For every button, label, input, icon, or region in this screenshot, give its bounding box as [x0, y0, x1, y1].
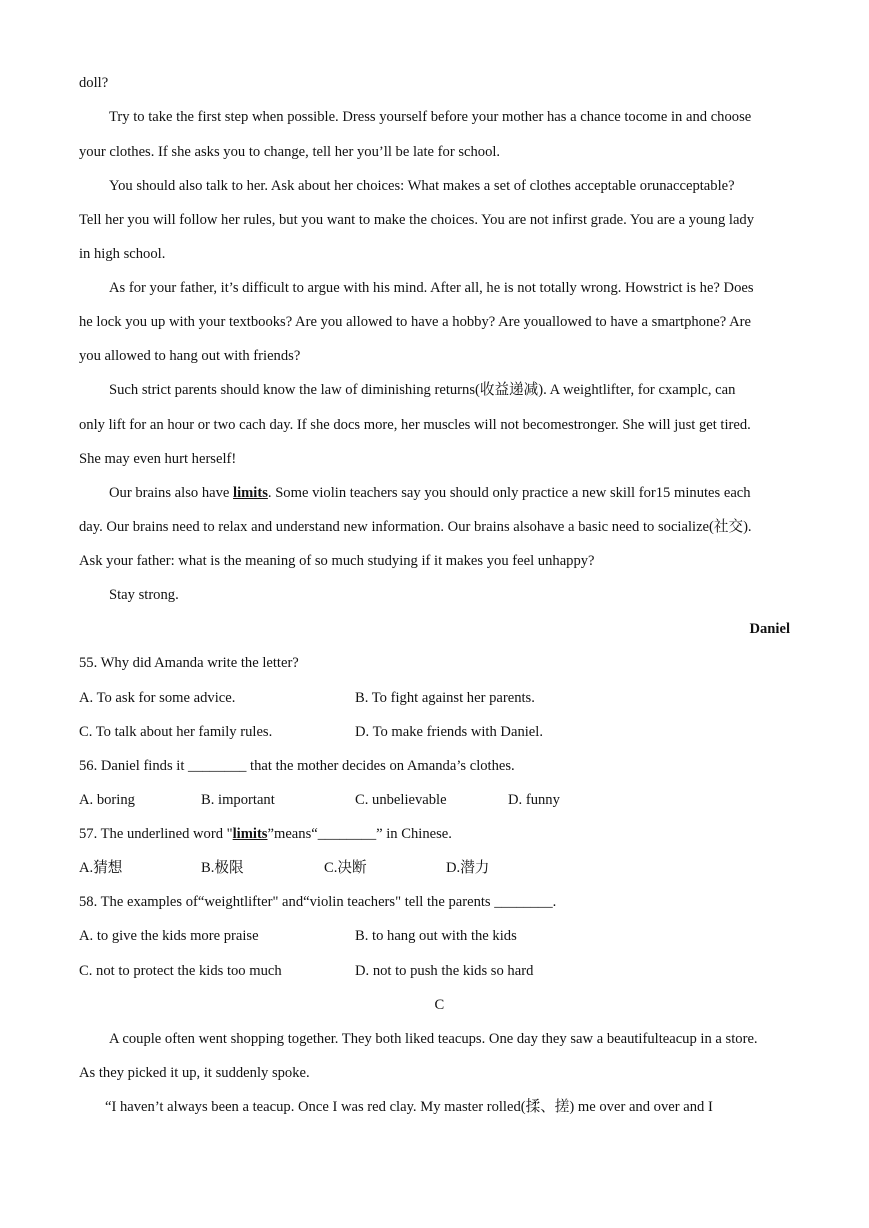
question-57-stem	[79, 824, 452, 844]
underlined-word-limits: limits	[232, 826, 268, 842]
paragraph-line: Stay strong.	[109, 587, 179, 603]
question-58-stem: 58. The examples of“weightlifter" and“violin teachers" tell the parents ________.	[79, 894, 557, 910]
paragraph-line: Such strict parents should know the law of diminishing returns(收益递减). A weightlifter, for cxamplc, can	[109, 382, 736, 398]
question-56-stem: 56. Daniel finds it ________ that the mother decides on Amanda’s clothes.	[79, 758, 515, 774]
paragraph-line: She may even hurt herself!	[79, 451, 237, 467]
option-55-c: C. To talk about her family rules.	[79, 724, 273, 740]
option-58-a: A. to give the kids more praise	[79, 928, 259, 944]
paragraph-line: As for your father, it’s difficult to argue with his mind. After all, he is not totally wrong. Howstrict is he? Does	[109, 280, 754, 296]
text-segment: Our brains also have	[109, 485, 234, 501]
paragraph-line: Tell her you will follow her rules, but you want to make the choices. You are not infirst grade. You are a young lady	[79, 212, 755, 228]
paragraph-line: day. Our brains need to relax and understand new information. Our brains alsohave a basic need to socialize(社交).	[79, 519, 752, 535]
text-segment: ”means“________” in Chinese.	[267, 826, 452, 842]
paragraph-line: You should also talk to her. Ask about her choices: What makes a set of clothes acceptable orunacceptable?	[109, 178, 735, 194]
option-57-c: C.决断	[324, 860, 367, 876]
text-segment: 57. The underlined word "	[79, 826, 233, 842]
option-56-b: B. important	[201, 792, 275, 808]
paragraph-line: you allowed to hang out with friends?	[79, 348, 301, 364]
option-56-a: A. boring	[79, 792, 135, 808]
option-55-b: B. To fight against her parents.	[355, 690, 535, 706]
question-55-stem: 55. Why did Amanda write the letter?	[79, 655, 299, 671]
option-57-b: B.极限	[201, 860, 244, 876]
letter-signature: Daniel	[749, 621, 790, 637]
paragraph-line: only lift for an hour or two cach day. If she docs more, her muscles will not becomestronger. She will just get tired.	[79, 417, 751, 433]
paragraph-line: “I haven’t always been a teacup. Once I was red clay. My master rolled(揉、搓) me over and over and I	[105, 1099, 713, 1115]
option-58-c: C. not to protect the kids too much	[79, 963, 282, 979]
paragraph-line: he lock you up with your textbooks? Are you allowed to have a hobby? Are youallowed to have a smartphone? Are	[79, 314, 751, 330]
paragraph-line: As they picked it up, it suddenly spoke.	[79, 1065, 310, 1081]
section-heading	[0, 995, 869, 1015]
paragraph-line: A couple often went shopping together. They both liked teacups. One day they saw a beautifulteacup in a store.	[109, 1031, 758, 1047]
option-55-a: A. To ask for some advice.	[79, 690, 236, 706]
paragraph-line	[109, 483, 751, 503]
option-56-d: D. funny	[508, 792, 560, 808]
underlined-word-limits: limits	[233, 485, 268, 501]
option-56-c: C. unbelievable	[355, 792, 447, 808]
paragraph-line: doll?	[79, 75, 109, 91]
option-58-b: B. to hang out with the kids	[355, 928, 517, 944]
paragraph-line: Try to take the first step when possible. Dress yourself before your mother has a chance tocome in and choose	[109, 109, 752, 125]
option-57-a: A.猜想	[79, 860, 123, 876]
option-58-d: D. not to push the kids so hard	[355, 963, 534, 979]
paragraph-line: your clothes. If she asks you to change, tell her you’ll be late for school.	[79, 144, 501, 160]
option-55-d: D. To make friends with Daniel.	[355, 724, 543, 740]
paragraph-line: Ask your father: what is the meaning of so much studying if it makes you feel unhappy?	[79, 553, 595, 569]
paragraph-line: in high school.	[79, 246, 166, 262]
text-segment: . Some violin teachers say you should only practice a new skill for15 minutes each	[267, 485, 751, 501]
option-57-d: D.潜力	[446, 860, 490, 876]
